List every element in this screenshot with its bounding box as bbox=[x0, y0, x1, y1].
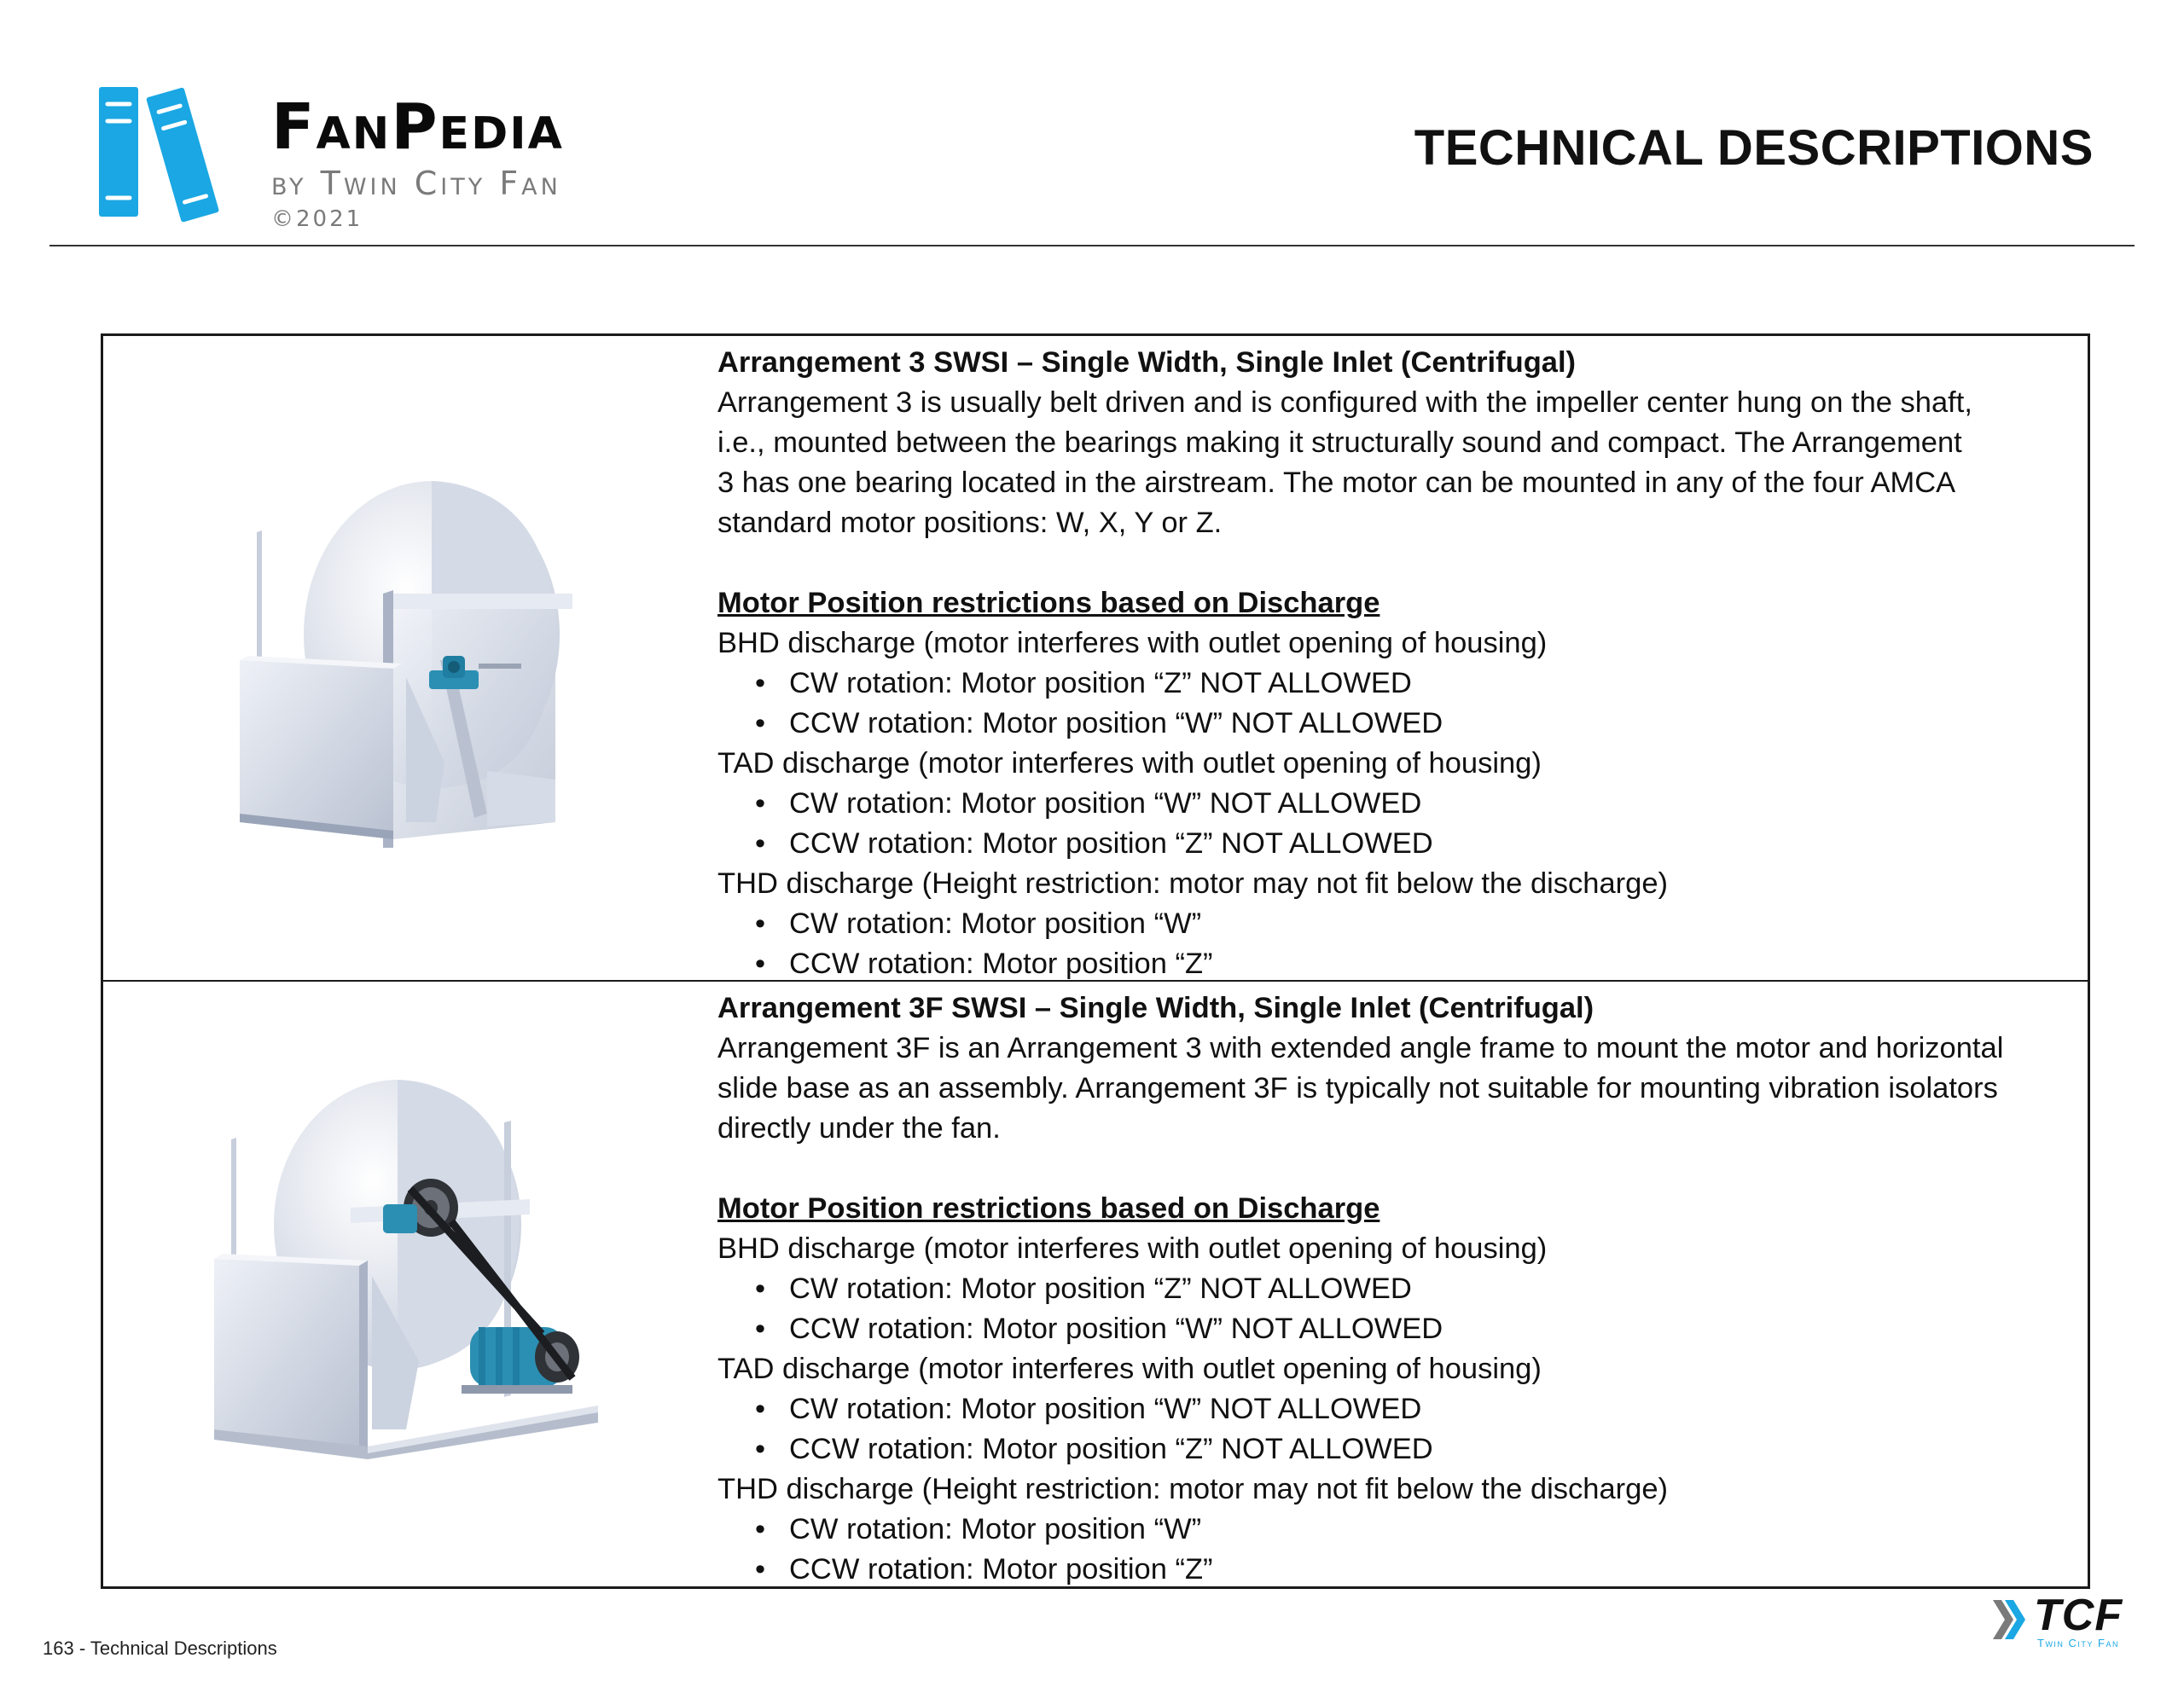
books-icon bbox=[94, 80, 239, 225]
bullet-item: • CCW rotation: Motor position “Z” NOT ALLOWED bbox=[717, 824, 2082, 864]
page-title: TECHNICAL DESCRIPTIONS bbox=[1414, 120, 2094, 176]
brand-year: ©2021 bbox=[271, 206, 363, 232]
brand-subtitle: by Twin City Fan bbox=[271, 165, 561, 202]
section-title: Arrangement 3 SWSI – Single Width, Single Inlet (Centrifugal) bbox=[717, 346, 1577, 379]
bullet-item: • CW rotation: Motor position “W” bbox=[717, 904, 2082, 944]
bullet-list bbox=[717, 1389, 2082, 1470]
description-line: Arrangement 3 is usually belt driven and is configured with the impeller center hung on the shaft, bbox=[717, 386, 1972, 419]
section-subheading: Motor Position restrictions based on Discharge bbox=[717, 587, 1380, 619]
description-line: directly under the fan. bbox=[717, 1112, 1001, 1145]
bullet-list bbox=[717, 904, 2082, 984]
arrangement-3-text bbox=[717, 343, 2082, 984]
description-line: i.e., mounted between the bearings making it structurally sound and compact. The Arrangement bbox=[717, 426, 1962, 459]
bullet-list bbox=[717, 784, 2082, 864]
tcf-wordmark: TCF bbox=[2034, 1591, 2123, 1640]
discharge-label: TAD discharge (motor interferes with outlet opening of housing) bbox=[717, 1353, 1542, 1385]
bullet-item: • CW rotation: Motor position “W” bbox=[717, 1510, 2082, 1550]
bullet-item: • CCW rotation: Motor position “Z” bbox=[717, 944, 2082, 984]
arrangement-3-row bbox=[103, 336, 2088, 982]
bullet-item: • CW rotation: Motor position “Z” NOT ALLOWED bbox=[717, 1269, 2082, 1309]
bullet-item: • CW rotation: Motor position “Z” NOT ALLOWED bbox=[717, 664, 2082, 704]
bullet-item: • CW rotation: Motor position “W” NOT ALLOWED bbox=[717, 1389, 2082, 1429]
centrifugal-fan-arrangement-3-icon bbox=[231, 481, 675, 856]
brand-title: FanPedia bbox=[271, 90, 564, 164]
description-line: standard motor positions: W, X, Y or Z. bbox=[717, 507, 1223, 539]
bullet-item: • CCW rotation: Motor position “W” NOT ALLOWED bbox=[717, 1309, 2082, 1349]
header-divider bbox=[49, 245, 2135, 246]
brand-block bbox=[271, 90, 564, 232]
bullet-item: • CW rotation: Motor position “W” NOT ALLOWED bbox=[717, 784, 2082, 824]
arrangement-3f-row bbox=[103, 982, 2088, 1589]
bullet-list bbox=[717, 664, 2082, 744]
tcf-subtitle: Twin City Fan bbox=[2037, 1637, 2119, 1649]
section-subheading: Motor Position restrictions based on Discharge bbox=[717, 1192, 1380, 1225]
description-line: slide base as an assembly. Arrangement 3F is typically not suitable for mounting vibration isolators bbox=[717, 1072, 1998, 1104]
bullet-list bbox=[717, 1510, 2082, 1590]
bullet-list bbox=[717, 1269, 2082, 1349]
discharge-label: BHD discharge (motor interferes with outlet opening of housing) bbox=[717, 627, 1548, 659]
centrifugal-fan-arrangement-3f-icon bbox=[197, 1071, 726, 1472]
discharge-label: BHD discharge (motor interferes with outlet opening of housing) bbox=[717, 1232, 1548, 1265]
tcf-logo bbox=[1993, 1591, 2143, 1651]
bullet-item: • CCW rotation: Motor position “Z” bbox=[717, 1550, 2082, 1590]
page-number-label: 163 - Technical Descriptions bbox=[43, 1638, 277, 1659]
bullet-item: • CCW rotation: Motor position “W” NOT ALLOWED bbox=[717, 704, 2082, 744]
double-chevron-icon bbox=[1993, 1600, 2027, 1639]
bullet-item: • CCW rotation: Motor position “Z” NOT ALLOWED bbox=[717, 1429, 2082, 1470]
description-line: Arrangement 3F is an Arrangement 3 with extended angle frame to mount the motor and horizontal bbox=[717, 1032, 2004, 1064]
arrangement-3f-text bbox=[717, 988, 2082, 1590]
description-table bbox=[101, 333, 2090, 1589]
discharge-label: TAD discharge (motor interferes with outlet opening of housing) bbox=[717, 747, 1542, 780]
discharge-label: THD discharge (Height restriction: motor may not fit below the discharge) bbox=[717, 1473, 1669, 1505]
discharge-label: THD discharge (Height restriction: motor may not fit below the discharge) bbox=[717, 867, 1669, 900]
section-title: Arrangement 3F SWSI – Single Width, Single Inlet (Centrifugal) bbox=[717, 992, 1594, 1024]
description-line: 3 has one bearing located in the airstream. The motor can be mounted in any of the four AMCA bbox=[717, 467, 1956, 499]
